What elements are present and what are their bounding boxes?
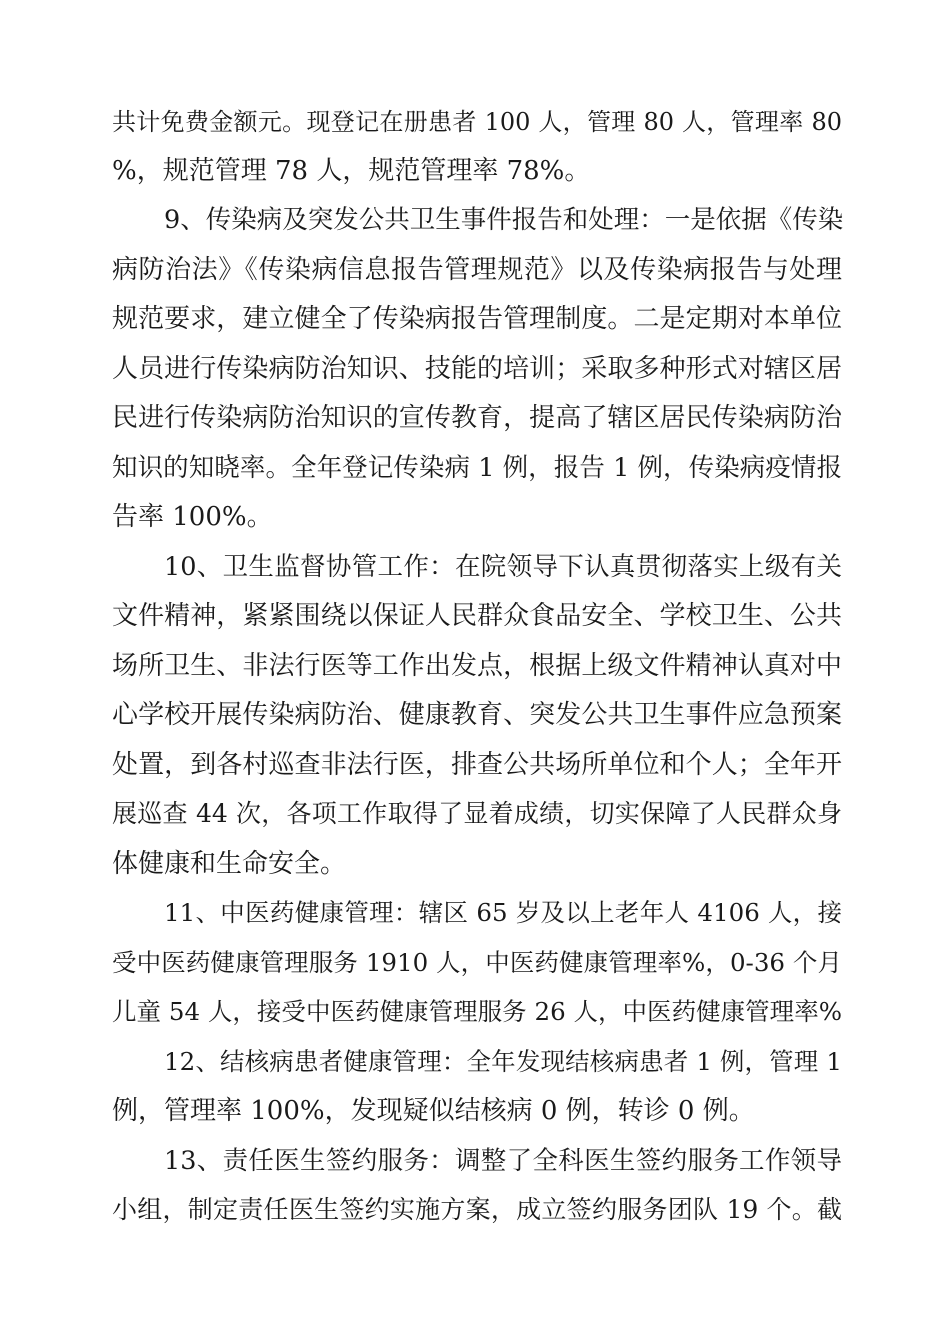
text-line-9: 告率 100%。 — [112, 502, 273, 532]
text-line-14: 处置，到各村巡查非法行医，排查公共场所单位和个人；全年开 — [112, 750, 842, 780]
text-line-7: 民进行传染病防治知识的宣传教育，提高了辖区居民传染病防治 — [112, 403, 842, 433]
text-line-1: 共计免费金额元。现登记在册患者 100 人，管理 80 人，管理率 80 — [112, 108, 842, 136]
text-line-3: 9、传染病及突发公共卫生事件报告和处理：一是依据《传染 — [164, 205, 844, 235]
text-line-15: 展巡查 44 次，各项工作取得了显着成绩，切实保障了人民群众身 — [112, 799, 842, 828]
text-line-22: 13、责任医生签约服务：调整了全科医生签约服务工作领导 — [164, 1146, 842, 1176]
text-line-16: 体健康和生命安全。 — [112, 849, 347, 879]
text-line-19: 儿童 54 人，接受中医药健康管理服务 26 人，中医药健康管理率% — [112, 997, 842, 1026]
text-line-6: 人员进行传染病防治知识、技能的培训；采取多种形式对辖区居 — [112, 354, 842, 384]
text-line-8: 知识的知晓率。全年登记传染病 1 例，报告 1 例，传染病疫情报 — [112, 453, 842, 483]
text-line-23: 小组，制定责任医生签约实施方案，成立签约服务团队 19 个。截 — [112, 1195, 842, 1224]
text-line-5: 规范要求，建立健全了传染病报告管理制度。二是定期对本单位 — [112, 304, 842, 334]
text-line-10: 10、卫生监督协管工作：在院领导下认真贯彻落实上级有关 — [164, 552, 842, 582]
text-line-21: 例，管理率 100%，发现疑似结核病 0 例，转诊 0 例。 — [112, 1096, 755, 1126]
text-line-12: 场所卫生、非法行医等工作出发点，根据上级文件精神认真对中 — [112, 651, 842, 681]
text-line-2: %，规范管理 78 人，规范管理率 78%。 — [112, 156, 591, 186]
text-line-11: 文件精神，紧紧围绕以保证人民群众食品安全、学校卫生、公共 — [112, 601, 842, 631]
text-line-13: 心学校开展传染病防治、健康教育、突发公共卫生事件应急预案 — [112, 700, 842, 730]
text-line-20: 12、结核病患者健康管理：全年发现结核病患者 1 例，管理 1 — [164, 1047, 842, 1076]
text-line-17: 11、中医药健康管理：辖区 65 岁及以上老年人 4106 人，接 — [164, 898, 842, 927]
text-line-4: 病防治法》《传染病信息报告管理规范》以及传染病报告与处理 — [112, 255, 842, 285]
text-line-18: 受中医药健康管理服务 1910 人，中医药健康管理率%，0-36 个月 — [112, 948, 842, 977]
